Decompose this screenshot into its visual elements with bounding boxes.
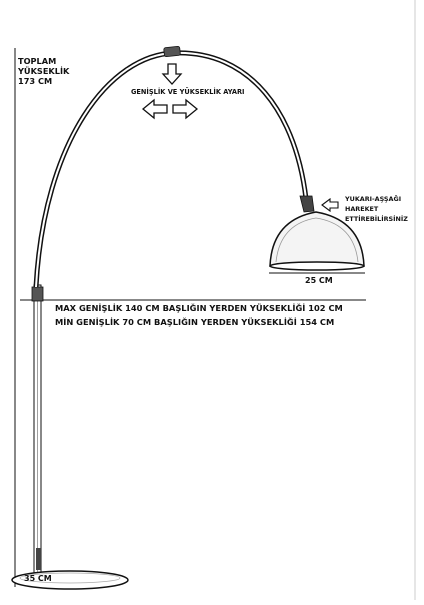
shade-hinge [300, 196, 314, 212]
shade-pointer-arrow-icon [322, 199, 338, 211]
shade-move-line-2: HAREKET [345, 205, 379, 213]
shade-move-label [345, 194, 408, 224]
pole-joint [32, 287, 43, 301]
shade-width-label: 25 CM [305, 276, 333, 285]
arc-adjuster-clamp [164, 46, 181, 57]
total-height-line-1: TOPLAM [18, 56, 57, 66]
total-height-line-2: YÜKSEKLİK [18, 66, 70, 76]
page-edge-divider [414, 0, 416, 600]
spec-max-text: MAX GENİŞLİK 140 CM BAŞLIĞIN YERDEN YÜKSEKLİĞİ 102 CM [55, 303, 343, 313]
spec-min-text: MİN GENİŞLİK 70 CM BAŞLIĞIN YERDEN YÜKSEKLİĞİ 154 CM [55, 317, 335, 327]
adjuster-label: GENİŞLİK VE YÜKSEKLİK AYARI [131, 88, 245, 96]
adjust-right-arrow-icon [173, 100, 197, 118]
total-height-line-3: 173 CM [18, 76, 53, 86]
pole-foot [36, 548, 41, 570]
shade-move-line-3: ETTİREBİLİRSİNİZ [345, 215, 408, 223]
lamp-pole [32, 285, 43, 575]
base-width-label: 35 CM [24, 574, 52, 583]
shade-move-line-1: YUKARI-AŞŞAĞI [345, 195, 402, 203]
adjust-left-arrow-icon [143, 100, 167, 118]
adjust-down-arrow-icon [163, 64, 181, 84]
total-height-label [18, 56, 69, 86]
